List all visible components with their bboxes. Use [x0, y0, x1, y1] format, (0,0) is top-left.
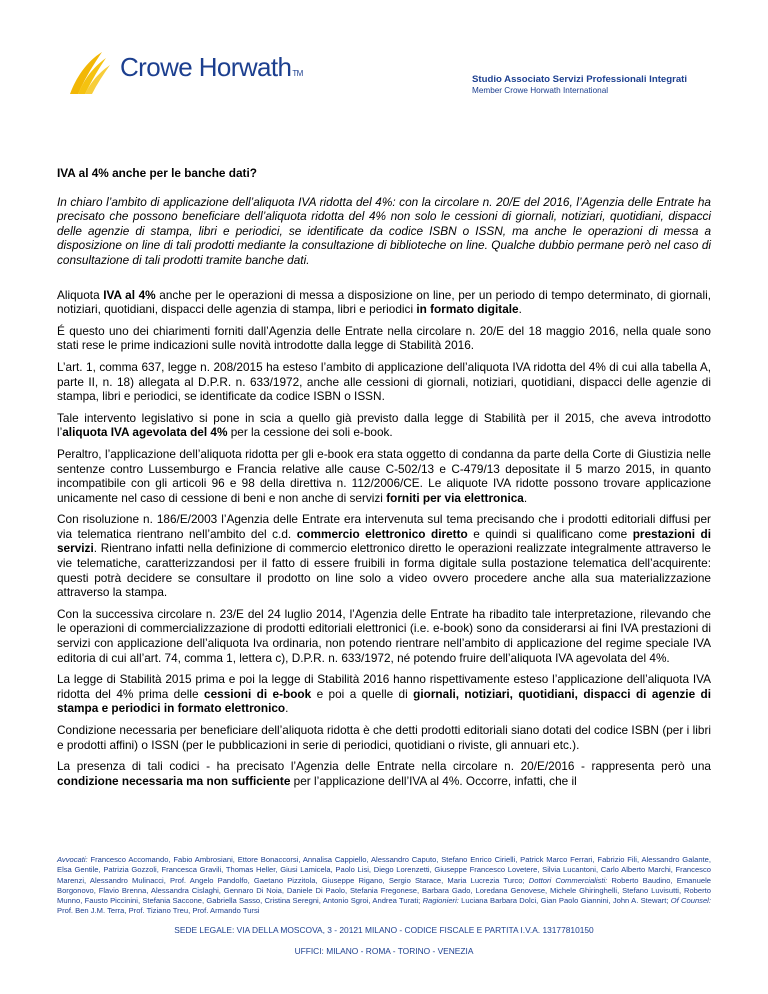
firm-name: Studio Associato Servizi Professionali Integrati [472, 74, 688, 85]
paragraph-3: L’art. 1, comma 637, legge n. 208/2015 ha esteso l’ambito di applicazione dell’aliquota IVA ridotta del 4% di cui alla tabella A, parte II, n. 18) allegata al D.P.R. n. 633/1972, anche alle cessioni di giornali, notiziari, quotidiani, dispacci delle agenzie di stampa, libri e periodici, se identificate da codice ISBN o ISSN. [57, 359, 711, 404]
crowe-horwath-logo [66, 50, 326, 96]
paragraph-5: Peraltro, l’applicazione dell’aliquota ridotta per gli e-book era stata oggetto di condanna da parte della Corte di Giustizia nelle sentenze contro Lussemburgo e Francia relative alle cause C-502/13 e C-479/13 depositate il 5 marzo 2015, in quanto incompatibile con gli articoli 96 e 98 della direttiva n. 112/2006/CE. Le aliquote IVA ridotte possono trovare applicazione unicamente nel caso di cessione di beni e non anche di servizi forniti per via elettronica. [57, 446, 711, 505]
paragraph-4: Tale intervento legislativo si pone in scia a quello già previsto dalla legge di Stabilità per il 2015, che aveva introdotto l’aliquota IVA agevolata del 4% per la cessione dei soli e-book. [57, 410, 711, 440]
article-title: IVA al 4% anche per le banche dati? [57, 166, 257, 180]
paragraph-9: Condizione necessaria per beneficiare dell’aliquota ridotta è che detti prodotti editoriali siano dotati del codice ISBN (per i libri e prodotti affini) o ISSN (per le pubblicazioni in serie di periodici, quotidiani o riviste, gli annuari etc.). [57, 723, 711, 752]
footer-legal-seat: SEDE LEGALE: VIA DELLA MOSCOVA, 3 - 20121 MILANO - CODICE FISCALE E PARTITA I.V.A. 13177810150 [174, 925, 594, 935]
feather-icon [66, 50, 114, 96]
article-body [57, 166, 711, 795]
paragraph-8: La legge di Stabilità 2015 prima e poi la legge di Stabilità 2016 hanno rispettivamente esteso l’applicazione dell’aliquota IVA ridotta del 4% prima delle cessioni di e-book e poi a quelle di giornali, notiziari, quotidiani, dispacci di agenzie di stampa e periodici in formato elettronico. [57, 672, 712, 716]
logo-wordmark: Crowe HorwathTM [120, 52, 303, 82]
paragraph-2: É questo uno dei chiarimenti forniti dall’Agenzia delle Entrate nella circolare n. 20/E del 18 maggio 2016, nella quale sono stati rese le prime indicazioni sulle novità introdotte dalla legge di Stabilità 2016. [57, 323, 711, 353]
member-line: Member Crowe Horwath International [472, 86, 609, 95]
paragraph-6: Con risoluzione n. 186/E/2003 l’Agenzia delle Entrate era intervenuta sul tema precisando che i prodotti editoriali diffusi per via telematica rientrano nell’ambito del c.d. commercio elettronico diretto e quindi si qualificano come prestazioni di servizi. Rientrano infatti nella definizione di commercio elettronico diretto le operazioni realizzate integralmente attraverso le vie telematiche, caratterizzandosi per il fatto di essere fruibili in forma digitale sulla postazione telematica dell’acquirente: questi potrà decidere se consultare il prodotto on line solo a video ovvero procedere anche alla sua materializzazione attraverso la stampa. [57, 512, 711, 600]
footer-professionals: Avvocati: Francesco Accomando, Fabio Ambrosiani, Ettore Bonaccorsi, Annalisa Cappiello, Alessandro Caputo, Stefano Enrico Cirielli, Patrick Marco Ferrari, Fabrizio Fili, Alessandro Galante, Elsa Gentile, Patrizia Gozzoli, Francesca Gravili, Thomas Heller, Giusi Lamicela, Paolo Lisi, Diego Lorenzetti, Giuseppe Francesco Lovetere, Silvia Lucantoni, Carlo Alberto Marchi, Francesco Marenzi, Alessandro Mulinacci, Prof. Angelo Pandolfo, Gaetano Pizzitola, Giuseppe Rigano, Sergio Starace, Maria Lucrezia Turco; Dottori Commercialisti: Roberto Baudino, Emanuele Borgonovo, Flavio Brenna, Alessandra Cislaghi, Gennaro Di Noia, Daniele Di Paolo, Stefania Fregonese, Barbara Gado, Loredana Genovese, Michele Ghiringhelli, Stefano Luvisutti, Roberto Munno, Fausto Piccinini, Stefania Saccone, Gabriella Sasso, Cristina Seregni, Antonio Sgroi, Andrea Turati; Ragionieri: Luciana Barbara Dolci, Gian Paolo Giannini, John A. Stewart; Of Counsel: Prof. Ben J.M. Terra, Prof. Tiziano Treu, Prof. Armando Tursi [57, 855, 711, 916]
paragraph-7: Con la successiva circolare n. 23/E del 24 luglio 2014, l’Agenzia delle Entrate ha ribadito tale interpretazione, rilevando che le operazioni di commercializzazione di prodotti editoriali elettronici (i.e. e-book) sono da considerarsi ai fini IVA prestazioni di servizi con applicazione dell’aliquota Iva ordinaria, non potendo rientrare nell’ambito di applicazione del regime speciale IVA editoria di cui all’art. 74, comma 1, lettera c), D.P.R. n. 633/1972, né potendo fruire dell’aliquota IVA agevolata del 4%. [57, 606, 711, 665]
paragraph-10: La presenza di tali codici - ha precisato l’Agenzia delle Entrate nella circolare n. 20/E/2016 - rappresenta però una condizione necessaria ma non sufficiente per l’applicazione dell’IVA al 4%. Occorre, infatti, che il [57, 759, 711, 788]
paragraph-1: Aliquota IVA al 4% anche per le operazioni di messa a disposizione on line, per un periodo di tempo determinato, di giornali, notiziari, quotidiani, dispacci delle agenzia di stampa, libri e periodici in formato digitale. [57, 287, 711, 317]
footer-offices: UFFICI: MILANO - ROMA - TORINO - VENEZIA [294, 946, 474, 956]
article-abstract: In chiaro l’ambito di applicazione dell’aliquota IVA ridotta del 4%: con la circolare n. 20/E del 2016, l’Agenzia delle Entrate ha precisato che possono beneficiare dell’aliquota ridotta del 4% non solo le cessioni di giornali, notiziari, quotidiani, dispacci delle agenzie di stampa, libri e periodici, se identificate da codice ISBN o ISSN, ma anche le operazioni di messa a disposizione on line di tali prodotti mediante la consultazione di biblioteche on line. Qualche dubbio permane però nel caso di consultazione di tali prodotti tramite banche dati. [57, 194, 711, 267]
